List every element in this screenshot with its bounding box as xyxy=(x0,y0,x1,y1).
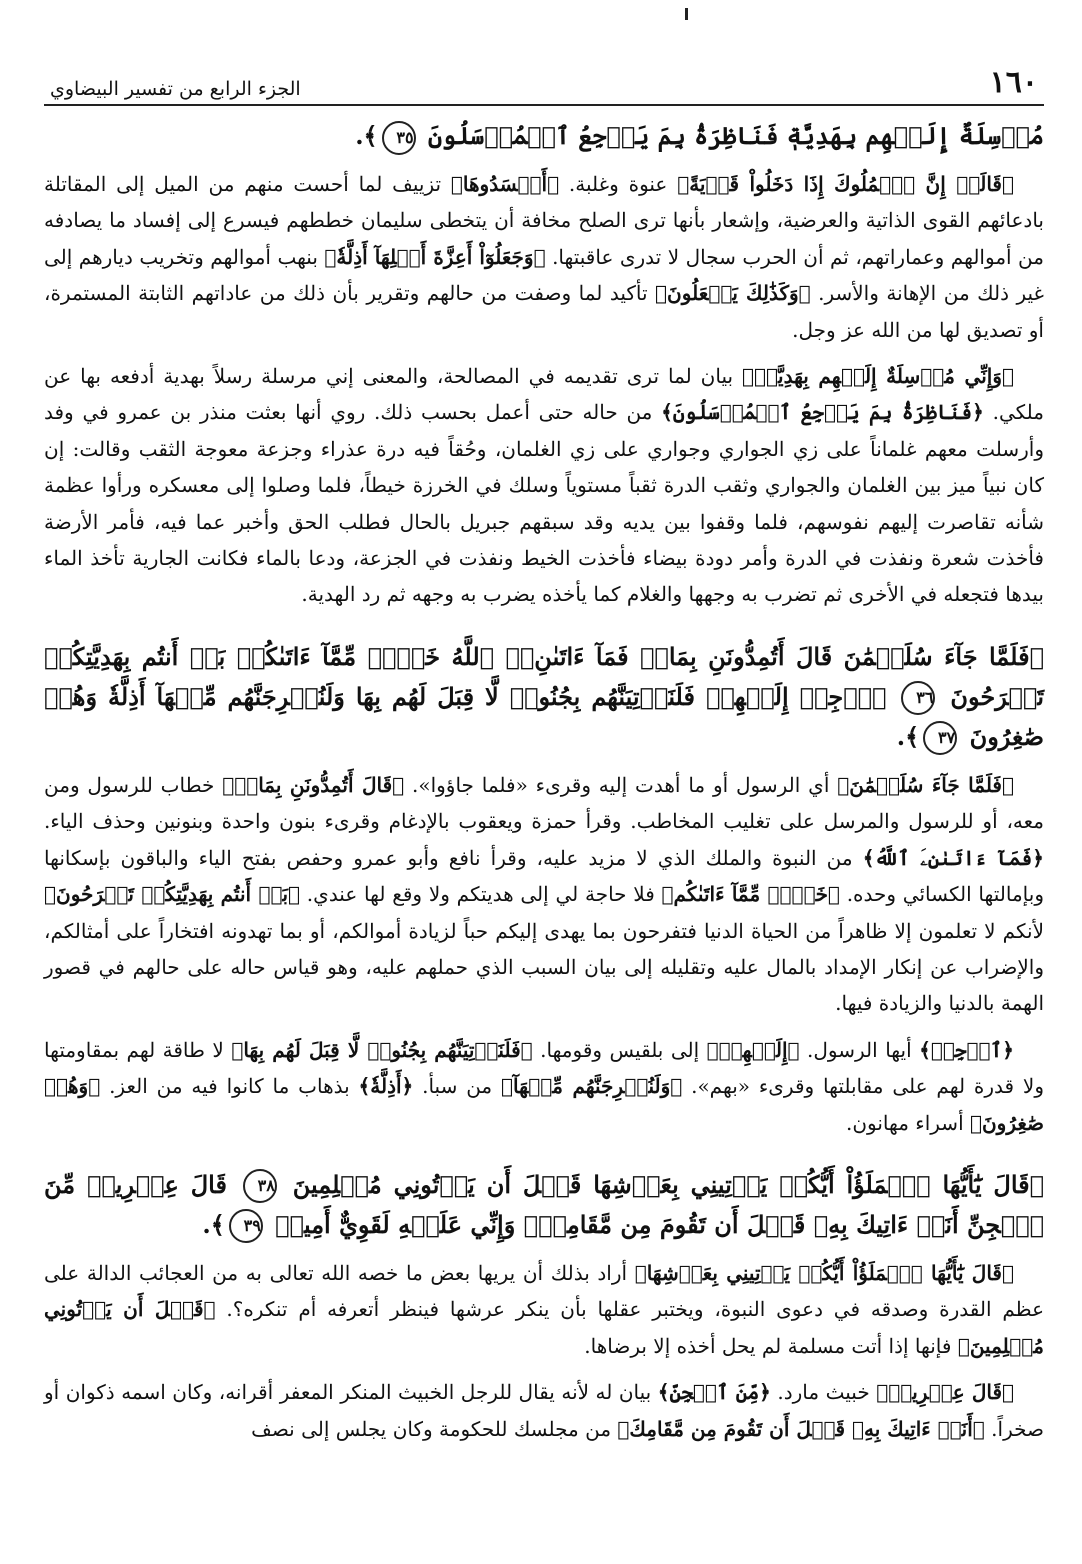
commentary-text: بيان له لأنه يقال للرجل الخبيث المنكر المعفر أقرانه، وكان اسمه ذكوان أو صخراً. xyxy=(44,1380,1044,1441)
ayah-number-marker: ٣٩ xyxy=(229,1209,263,1243)
commentary-paragraph-6 xyxy=(44,1374,1044,1447)
commentary-text: من النبوة والملك الذي لا مزيد عليه، وقرأ نافع وأبو عمرو وحفص بفتح الياء والباقون بإسكانها وبإمالتها الكسائي وحده. xyxy=(44,845,1044,907)
commentary-text: إلى بلقيس وقومها. xyxy=(532,1037,707,1062)
quoted-phrase: ﴿وَإِنِّي مُرۡسِلَةٌ إِلَيۡهِم بِهَدِيَّةٖ﴾ xyxy=(742,364,1014,389)
quoted-phrase: ﴿وَهُمۡ صَٰغِرُونَ﴾ xyxy=(44,1074,1044,1135)
commentary-paragraph-1 xyxy=(44,166,1044,348)
quoted-phrase: ﴿قَالَ يَٰٓأَيُّهَا ٱلۡمَلَؤُاْ أَيُّكُمۡ يَأۡتِينِي بِعَرۡشِهَا﴾ xyxy=(634,1260,1014,1285)
commentary-text: أي الرسول أو ما أهدت إليه وقرىء «فلما جاؤوا». xyxy=(404,772,838,797)
page-header xyxy=(44,52,1044,106)
commentary-text: أراد بذلك أن يريها بعض ما خصه الله تعالى به من العجائب الدالة على عظم القدرة وصدقه في دعوى النبوة، ويختبر عقلها بأن ينكر عرشها فينظر أتعرفه أم تنكره؟. xyxy=(44,1260,1044,1322)
commentary-text: من حاله حتى أعمل بحسب ذلك. روي أنها بعثت منذر بن عمرو في وفد وأرسلت معهم غلماناً على زي الجواري وجواري على زي الغلمان، وحُقاً فيه درة عذراء وجزعة معوجة الثقب وقالت: إن كان نبياً ميز بين الغلمان والجواري وثقب الدرة ثقباً مستوياً وسلك في الخرزة خيطاً، فلما وصلوا إلى معسكره ورأوا عظمة شأنه تقاصرت إليهم نفوسهم، فلما وقفوا بين يديه وقد سبقهم جبريل بالحال فطلب الحق وأخبر عما فيه، فأمر الأرضة فأخذت شعرة ونفذت في الدرة وأمر دودة بيضاء فأخذت الخيط ونفذت في الجزعة، ودعا بالماء فكانت الجارية تأخذ الماء بيدها فتجعله في الأخرى ثم تضرب به وجهها والغلام كما يأخذه يضرب به وجهه ثم رد الهدية. xyxy=(44,400,1044,607)
verse-close: ﴾. xyxy=(202,1209,225,1239)
quoted-phrase: ﴿ٱرۡجِعۡ﴾ xyxy=(919,1037,1014,1062)
commentary-text: خطاب للرسول ومن معه، أو للرسول والمرسل على تغليب المخاطب. وقرأ حمزة ويعقوب بالإدغام وقرىء بنون واحدة وبنونين وحذف الياء. xyxy=(44,772,1044,834)
page-tick-mark xyxy=(685,8,688,20)
quoted-phrase: ﴿إِلَيۡهِمۡ﴾ xyxy=(706,1037,800,1062)
verse-text: قَالَ يَٰٓأَيُّهَا ٱلۡمَلَؤُاْ أَيُّكُمۡ يَأۡتِينِي بِعَرۡشِهَا قَبۡلَ أَن يَأۡتُونِي مُسۡلِمِينَ xyxy=(292,1169,1030,1199)
quoted-phrase: ﴿وَجَعَلُوٓاْ أَعِزَّةَ أَهۡلِهَآ أَذِلَّةٗ﴾ xyxy=(324,244,546,269)
commentary-text: بيان لما ترى تقديمه في المصالحة، والمعنى إني مرسلة رسلاً بهدية أدفعه بها عن ملكي. xyxy=(44,364,1045,425)
quoted-phrase: ﴿فَنَاظِرَةُۢ بِمَ يَرۡجِعُ ٱلۡمُرۡسَلُونَ﴾ xyxy=(661,400,984,425)
page-body xyxy=(44,116,1044,1447)
quoted-phrase: ﴿قَبۡلَ أَن يَأۡتُونِي مُسۡلِمِينَ﴾ xyxy=(44,1297,1044,1358)
quoted-phrase: ﴿وَكَذَٰلِكَ يَفۡعَلُونَ﴾ xyxy=(655,281,811,306)
quoted-phrase: ﴿مِّنَ ٱلۡجِنِّ﴾ xyxy=(657,1380,771,1405)
quoted-phrase: ﴿خَيۡرٞ مِّمَّآ ءَاتَىٰكُم﴾ xyxy=(661,882,840,907)
quoted-phrase: ﴿أَذِلَّةٗ﴾ xyxy=(358,1074,414,1099)
commentary-paragraph-2 xyxy=(44,358,1044,613)
commentary-paragraph-3 xyxy=(44,767,1044,1022)
quoted-phrase: ﴿قَالَ أَتُمِدُّونَنِ بِمَالٖ﴾ xyxy=(222,772,405,797)
commentary-text: تزييف لما أحست منهم من الميل إلى المقاتلة بادعائهم القوى الذاتية والعرضية، وإشعار بأنها ترى الصلح مخافة أن يتخطى سليمان خططهم فيسرع إلى إفساد ما يصادفه من أموالهم وعماراتهم، ثم أن الحرب سجال لا تدرى عاقبتها. xyxy=(44,172,1044,269)
commentary-text: من مجلسك للحكومة وكان يجلس إلى نصف xyxy=(251,1416,618,1441)
verse-text: مُرۡسِلَةٌ إِلَيۡهِم بِهَدِيَّةٖ فَنَاظِرَةُۢ بِمَ يَرۡجِعُ ٱلۡمُرۡسَلُونَ xyxy=(427,121,1044,150)
commentary-text: من سبأ. xyxy=(413,1074,501,1099)
commentary-text: بنهب أموالهم وتخريب ديارهم إلى غير ذلك من الإهانة والأسر. xyxy=(44,244,1044,306)
quoted-phrase: ﴿بَلۡ أَنتُم بِهَدِيَّتِكُمۡ تَفۡرَحُونَ﴾ xyxy=(44,882,301,907)
quoted-phrase: ﴿أَنَا۠ ءَاتِيكَ بِهِۦ قَبۡلَ أَن تَقُومَ مِن مَّقَامِكَ﴾ xyxy=(617,1416,985,1441)
verse-open: ﴿ xyxy=(1029,1169,1045,1199)
commentary-text: عنوة وغلبة. xyxy=(559,172,678,196)
verse-text: فَلَمَّا جَآءَ سُلَيۡمَٰنَ قَالَ أَتُمِدُّونَنِ بِمَالٖ فَمَآ ءَاتَىٰنِۦَ ٱللَّهُ خَيۡرٞ مِّمَّآ ءَاتَىٰكُمۚ بَلۡ أَنتُم بِهَدِيَّتِكُمۡ تَفۡرَحُونَ xyxy=(44,641,1044,711)
verse-text: قَالَ عِفۡرِيتٞ مِّنَ ٱلۡجِنِّ أَنَا۠ ءَاتِيكَ بِهِۦ قَبۡلَ أَن تَقُومَ مِن مَّقَامِكَۖ وَإِنِّي عَلَيۡهِ لَقَوِيٌّ أَمِينٞ xyxy=(44,1169,1044,1239)
quoted-phrase: ﴿فَمَآ ءَاتَىٰنِۦَ ٱللَّهُ﴾ xyxy=(862,845,1044,870)
page xyxy=(44,52,1044,1532)
commentary-paragraph-5 xyxy=(44,1255,1044,1364)
commentary-text: لأنكم لا تعلمون إلا ظاهراً من الحياة الدنيا فتفرحون بما يهدى إليكم حباً لزيادة أموالكم، أو بما تهدونه افتخاراً على أمثالكم، والإضراب عن إنكار الإمداد بالمال عليه وتقليله إلى بيان السبب الذي حملهم عليه، وهو قياس حاله على حالهم في قصور الهمة بالدنيا والزيادة فيها. xyxy=(44,918,1045,1016)
commentary-text: أيها الرسول. xyxy=(799,1037,920,1062)
verse-close: ﴾. xyxy=(355,121,378,150)
verse-open: ﴿ xyxy=(1029,641,1044,671)
verse-close: ﴾. xyxy=(896,721,920,751)
quoted-phrase: ﴿أَفۡسَدُوهَا﴾ xyxy=(450,172,560,196)
ayah-number-marker: ٣٧ xyxy=(923,721,957,755)
quran-verse-36-37 xyxy=(44,637,1044,757)
commentary-text: لا طاقة لهم بمقاومتها ولا قدرة لهم على مقابلتها وقرىء «بهم». xyxy=(44,1037,1044,1099)
ayah-number-marker: ٣٥ xyxy=(382,121,416,155)
verse-text: ٱرۡجِعۡ إِلَيۡهِمۡ فَلَنَأۡتِيَنَّهُم بِجُنُودٖ لَّا قِبَلَ لَهُم بِهَا وَلَنُخۡرِجَنَّهُم مِّنۡهَآ أَذِلَّةٗ وَهُمۡ صَٰغِرُونَ xyxy=(44,681,1044,751)
quoted-phrase: ﴿وَلَنُخۡرِجَنَّهُم مِّنۡهَآ﴾ xyxy=(500,1074,683,1099)
quoted-phrase: ﴿قَالَتۡ إِنَّ ٱلۡمُلُوكَ إِذَا دَخَلُواْ قَرۡيَةً﴾ xyxy=(677,172,1014,196)
quran-verse-35 xyxy=(44,116,1044,156)
quoted-phrase: ﴿قَالَ عِفۡرِيتٞ﴾ xyxy=(876,1380,1015,1405)
commentary-text: خبيث مارد. xyxy=(770,1380,877,1405)
commentary-text: أسراء مهانون. xyxy=(845,1110,970,1135)
running-title: الجزء الرابع من تفسير البيضاوي xyxy=(50,78,301,100)
quran-verse-38-39 xyxy=(44,1165,1044,1245)
commentary-paragraph-4 xyxy=(44,1032,1044,1141)
commentary-text: بذهاب ما كانوا فيه من العز. xyxy=(100,1074,359,1099)
ayah-number-marker: ٣٦ xyxy=(901,681,935,715)
quoted-phrase: ﴿فَلَمَّا جَآءَ سُلَيۡمَٰنَ﴾ xyxy=(837,772,1014,797)
commentary-text: فإنها إذا أتت مسلمة لم يحل أخذه إلا برضاها. xyxy=(584,1333,958,1358)
quoted-phrase: ﴿فَلَنَأۡتِيَنَّهُم بِجُنُودٖ لَّا قِبَلَ لَهُم بِهَا﴾ xyxy=(231,1037,533,1062)
ayah-number-marker: ٣٨ xyxy=(243,1169,277,1203)
commentary-text: تأكيد لما وصفت من حالهم وتقرير بأن ذلك من عاداتهم الثابتة المستمرة، أو تصديق لها من الله عز وجل. xyxy=(44,281,1044,342)
page-number: ١٦٠ xyxy=(989,65,1038,100)
commentary-text: فلا حاجة لي إلى هديتكم ولا وقع لها عندي. xyxy=(300,882,662,907)
